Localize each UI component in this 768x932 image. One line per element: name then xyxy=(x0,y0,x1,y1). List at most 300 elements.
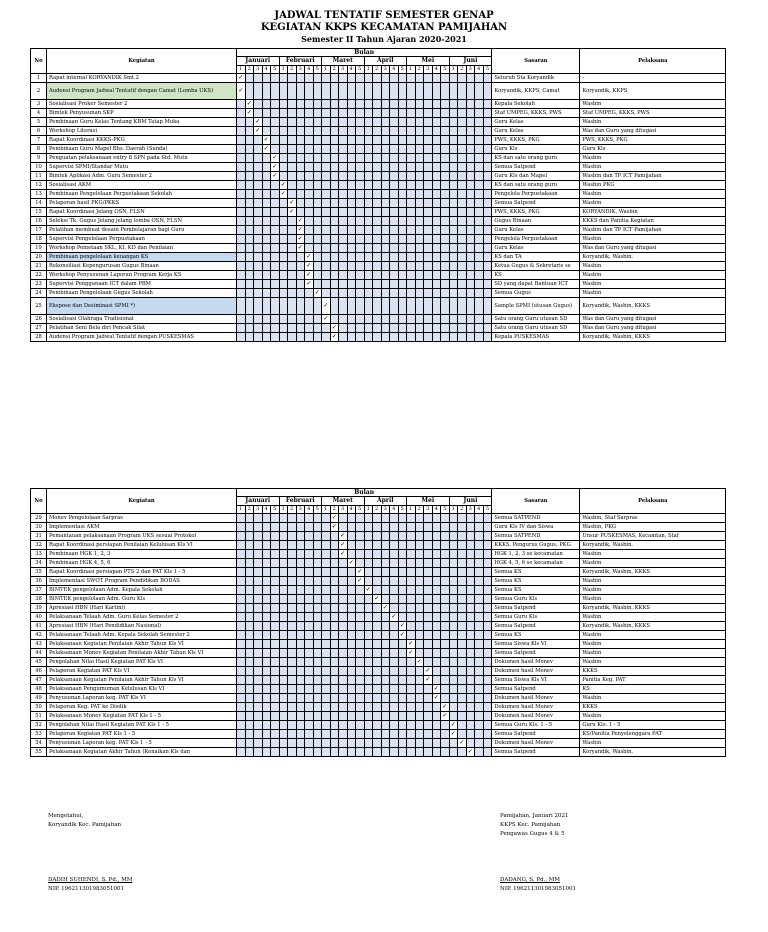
week-cell xyxy=(449,676,458,685)
week-cell xyxy=(279,640,288,649)
week-cell xyxy=(271,658,280,667)
week-cell xyxy=(296,253,305,262)
row-sasaran: Semua KS xyxy=(492,577,580,586)
header-week: 1 xyxy=(279,66,288,74)
row-sasaran: Semua KS xyxy=(492,631,580,640)
week-cell xyxy=(424,262,433,271)
table-row xyxy=(31,667,726,676)
week-cell xyxy=(296,631,305,640)
week-cell xyxy=(322,640,331,649)
week-cell xyxy=(254,324,263,333)
week-cell xyxy=(245,586,254,595)
week-cell xyxy=(466,74,475,83)
check-mark: ✓ xyxy=(272,172,278,179)
week-cell xyxy=(356,622,365,631)
row-pelaksana: Was dan Guru yang ditugasi xyxy=(580,244,726,253)
row-sasaran: PWS, KKKS, PKG xyxy=(492,136,580,145)
week-cell xyxy=(483,748,492,757)
week-cell xyxy=(245,181,254,190)
week-cell xyxy=(407,181,416,190)
week-cell xyxy=(432,315,441,324)
week-cell xyxy=(407,541,416,550)
week-cell xyxy=(288,685,297,694)
week-cell xyxy=(483,622,492,631)
row-pelaksana: Koryandik, Wasbin. xyxy=(580,253,726,262)
header-sasaran: Sasaran xyxy=(492,489,580,514)
week-cell xyxy=(296,730,305,739)
week-cell xyxy=(237,541,246,550)
row-kegiatan: BIMTEK pengelolaan Adm. Kepala Sekolah xyxy=(47,586,237,595)
week-cell xyxy=(288,109,297,118)
week-cell xyxy=(313,315,322,324)
week-cell xyxy=(313,262,322,271)
week-cell xyxy=(483,226,492,235)
row-number: 49 xyxy=(31,694,47,703)
week-cell xyxy=(330,694,339,703)
week-cell xyxy=(254,145,263,154)
week-cell xyxy=(432,271,441,280)
week-cell xyxy=(398,694,407,703)
week-cell xyxy=(271,271,280,280)
week-cell xyxy=(262,271,271,280)
week-cell xyxy=(339,586,348,595)
week-cell xyxy=(245,613,254,622)
week-cell xyxy=(330,631,339,640)
week-cell xyxy=(458,550,467,559)
week-cell xyxy=(330,586,339,595)
week-cell xyxy=(245,559,254,568)
header-week: 4 xyxy=(475,506,484,514)
week-cell xyxy=(262,172,271,181)
week-cell xyxy=(322,676,331,685)
week-cell xyxy=(458,190,467,199)
week-cell xyxy=(407,100,416,109)
week-cell xyxy=(475,181,484,190)
week-cell xyxy=(466,226,475,235)
week-cell xyxy=(432,604,441,613)
row-pelaksana: Koryandik, Wasbin, KKKS xyxy=(580,568,726,577)
week-cell xyxy=(288,613,297,622)
week-cell xyxy=(245,748,254,757)
week-cell xyxy=(381,613,390,622)
week-cell xyxy=(339,127,348,136)
row-kegiatan: Pelaksanaan Monev Kegiatan PAT Kls 1 - 5 xyxy=(47,712,237,721)
week-cell xyxy=(237,118,246,127)
week-cell xyxy=(254,109,263,118)
week-cell xyxy=(432,586,441,595)
week-cell xyxy=(347,253,356,262)
week-cell xyxy=(288,100,297,109)
week-cell xyxy=(466,199,475,208)
week-cell xyxy=(347,235,356,244)
week-cell xyxy=(313,145,322,154)
table-row xyxy=(31,118,726,127)
week-cell xyxy=(288,333,297,342)
week-cell xyxy=(381,577,390,586)
week-cell xyxy=(475,730,484,739)
week-cell xyxy=(279,658,288,667)
week-cell xyxy=(441,235,450,244)
row-number: 22 xyxy=(31,271,47,280)
row-kegiatan: Audensi Program Jadwal Tentatif dengan PUSKESMAS xyxy=(47,333,237,342)
row-pelaksana: Wasbin, PKG xyxy=(580,523,726,532)
week-cell xyxy=(254,604,263,613)
row-sasaran: Pengelola Perpustakaan xyxy=(492,190,580,199)
week-cell xyxy=(271,730,280,739)
week-cell xyxy=(237,172,246,181)
week-cell xyxy=(296,703,305,712)
table-row xyxy=(31,235,726,244)
week-cell xyxy=(339,253,348,262)
week-cell xyxy=(313,136,322,145)
week-cell xyxy=(237,181,246,190)
week-cell xyxy=(237,244,246,253)
week-cell xyxy=(424,181,433,190)
header-week: 1 xyxy=(279,506,288,514)
week-cell xyxy=(373,631,382,640)
week-cell xyxy=(483,118,492,127)
week-cell xyxy=(271,523,280,532)
week-cell xyxy=(356,559,365,568)
week-cell xyxy=(415,100,424,109)
week-cell xyxy=(330,712,339,721)
week-cell xyxy=(407,109,416,118)
week-cell xyxy=(364,559,373,568)
week-cell xyxy=(475,550,484,559)
week-cell xyxy=(288,748,297,757)
week-cell xyxy=(288,568,297,577)
week-cell xyxy=(475,253,484,262)
week-cell xyxy=(313,613,322,622)
week-cell xyxy=(483,145,492,154)
check-mark: ✓ xyxy=(442,712,448,719)
week-cell xyxy=(424,568,433,577)
week-cell xyxy=(305,739,314,748)
week-cell xyxy=(322,253,331,262)
week-cell xyxy=(441,324,450,333)
week-cell xyxy=(466,568,475,577)
week-cell xyxy=(483,154,492,163)
week-cell xyxy=(245,667,254,676)
week-cell xyxy=(330,190,339,199)
week-cell xyxy=(424,649,433,658)
week-cell xyxy=(432,658,441,667)
row-pelaksana: Wasbin xyxy=(580,280,726,289)
week-cell xyxy=(441,541,450,550)
week-cell xyxy=(322,333,331,342)
week-cell xyxy=(415,748,424,757)
week-cell xyxy=(330,199,339,208)
row-pelaksana: KS xyxy=(580,685,726,694)
week-cell xyxy=(441,730,450,739)
week-cell xyxy=(475,74,484,83)
week-cell xyxy=(458,631,467,640)
week-cell xyxy=(458,514,467,523)
check-mark: ✓ xyxy=(280,190,286,197)
week-cell xyxy=(330,280,339,289)
week-cell xyxy=(339,568,348,577)
row-kegiatan: Bimtek Penyusunan SKP xyxy=(47,109,237,118)
week-cell xyxy=(245,703,254,712)
week-cell xyxy=(475,172,484,181)
header-month: Mei xyxy=(407,57,450,66)
row-sasaran: Dokumen hasil Monev xyxy=(492,703,580,712)
week-cell xyxy=(398,640,407,649)
week-cell xyxy=(449,333,458,342)
week-cell xyxy=(381,118,390,127)
week-cell xyxy=(271,253,280,262)
week-cell xyxy=(398,118,407,127)
week-cell xyxy=(432,208,441,217)
week-cell xyxy=(381,315,390,324)
week-cell xyxy=(339,226,348,235)
week-cell xyxy=(373,315,382,324)
week-cell xyxy=(466,190,475,199)
week-cell xyxy=(313,235,322,244)
week-cell xyxy=(398,100,407,109)
check-mark: ✓ xyxy=(365,586,371,593)
week-cell xyxy=(288,631,297,640)
week-cell xyxy=(254,748,263,757)
week-cell xyxy=(475,262,484,271)
row-number: 5 xyxy=(31,118,47,127)
week-cell xyxy=(373,676,382,685)
week-cell xyxy=(322,163,331,172)
week-cell xyxy=(322,667,331,676)
week-cell xyxy=(288,217,297,226)
row-kegiatan: Sosialisasi Proker Semester 2 xyxy=(47,100,237,109)
title-line-1: JADWAL TENTATIF SEMESTER GENAP xyxy=(274,10,494,21)
week-cell xyxy=(398,136,407,145)
week-cell xyxy=(254,649,263,658)
week-cell xyxy=(305,604,314,613)
week-cell xyxy=(288,523,297,532)
week-cell xyxy=(441,83,450,100)
row-kegiatan: Pelaksanaan Telaah Adm. Guru Kelas Semester 2 xyxy=(47,613,237,622)
header-week: 4 xyxy=(305,66,314,74)
header-month: Mei xyxy=(407,497,450,506)
week-cell xyxy=(373,74,382,83)
week-cell xyxy=(381,649,390,658)
week-cell xyxy=(305,685,314,694)
row-pelaksana: Wasbin xyxy=(580,100,726,109)
week-cell xyxy=(466,559,475,568)
table-row xyxy=(31,676,726,685)
week-cell xyxy=(424,226,433,235)
week-cell xyxy=(330,667,339,676)
week-cell xyxy=(347,145,356,154)
check-mark: ✓ xyxy=(246,100,252,107)
week-cell xyxy=(262,559,271,568)
week-cell xyxy=(458,154,467,163)
week-cell xyxy=(424,172,433,181)
week-cell xyxy=(254,667,263,676)
week-cell xyxy=(364,324,373,333)
check-mark: ✓ xyxy=(399,622,405,629)
week-cell xyxy=(458,532,467,541)
week-cell xyxy=(373,118,382,127)
week-cell xyxy=(339,712,348,721)
week-cell xyxy=(407,748,416,757)
row-number: 40 xyxy=(31,613,47,622)
row-sasaran: Ketua Gugus & Sekretaris se xyxy=(492,262,580,271)
week-cell xyxy=(322,622,331,631)
week-cell xyxy=(381,333,390,342)
week-cell xyxy=(305,109,314,118)
week-cell xyxy=(288,604,297,613)
week-cell xyxy=(415,118,424,127)
row-pelaksana: Wasbin dan TP ICT Pamijahan xyxy=(580,226,726,235)
week-cell xyxy=(330,595,339,604)
week-cell xyxy=(466,333,475,342)
week-cell xyxy=(466,550,475,559)
check-mark: ✓ xyxy=(416,658,422,665)
week-cell xyxy=(330,83,339,100)
week-cell xyxy=(449,586,458,595)
row-number: 41 xyxy=(31,622,47,631)
week-cell xyxy=(279,523,288,532)
week-cell xyxy=(254,685,263,694)
week-cell xyxy=(449,181,458,190)
row-pelaksana: Wasbin xyxy=(580,577,726,586)
week-cell xyxy=(381,208,390,217)
week-cell xyxy=(330,163,339,172)
week-cell xyxy=(483,262,492,271)
week-cell xyxy=(398,109,407,118)
week-cell xyxy=(483,163,492,172)
table-row xyxy=(31,712,726,721)
week-cell xyxy=(449,208,458,217)
week-cell xyxy=(483,523,492,532)
week-cell xyxy=(288,172,297,181)
week-cell xyxy=(432,163,441,172)
row-sasaran: HGK 4, 5, 6 se kecamatan xyxy=(492,559,580,568)
week-cell xyxy=(373,298,382,315)
week-cell xyxy=(432,74,441,83)
week-cell xyxy=(356,667,365,676)
week-cell xyxy=(364,226,373,235)
week-cell xyxy=(279,595,288,604)
week-cell xyxy=(415,333,424,342)
table-row xyxy=(31,154,726,163)
week-cell xyxy=(475,640,484,649)
week-cell xyxy=(322,523,331,532)
week-cell xyxy=(458,604,467,613)
week-cell xyxy=(475,235,484,244)
week-cell xyxy=(407,154,416,163)
week-cell xyxy=(254,235,263,244)
week-cell xyxy=(347,658,356,667)
week-cell xyxy=(415,622,424,631)
week-cell xyxy=(254,100,263,109)
week-cell xyxy=(441,163,450,172)
row-number: 47 xyxy=(31,676,47,685)
week-cell xyxy=(254,730,263,739)
week-cell xyxy=(245,83,254,100)
week-cell xyxy=(237,154,246,163)
week-cell xyxy=(322,235,331,244)
week-cell xyxy=(245,244,254,253)
week-cell xyxy=(237,145,246,154)
row-pelaksana: KKKS xyxy=(580,667,726,676)
week-cell xyxy=(475,333,484,342)
week-cell xyxy=(237,199,246,208)
week-cell xyxy=(347,721,356,730)
week-cell xyxy=(347,163,356,172)
week-cell xyxy=(237,333,246,342)
row-number: 7 xyxy=(31,136,47,145)
week-cell xyxy=(458,280,467,289)
week-cell xyxy=(398,324,407,333)
week-cell xyxy=(483,739,492,748)
week-cell xyxy=(449,541,458,550)
week-cell xyxy=(466,181,475,190)
table-row xyxy=(31,586,726,595)
week-cell xyxy=(390,721,399,730)
week-cell xyxy=(245,298,254,315)
week-cell xyxy=(381,199,390,208)
week-cell xyxy=(262,315,271,324)
row-sasaran: SD yang dapat Bantuan ICT xyxy=(492,280,580,289)
week-cell xyxy=(279,568,288,577)
table-row xyxy=(31,145,726,154)
week-cell xyxy=(441,514,450,523)
week-cell xyxy=(364,541,373,550)
week-cell xyxy=(356,163,365,172)
week-cell xyxy=(313,604,322,613)
week-cell xyxy=(254,208,263,217)
week-cell xyxy=(475,631,484,640)
week-cell xyxy=(466,271,475,280)
week-cell xyxy=(398,550,407,559)
week-cell xyxy=(441,568,450,577)
row-kegiatan: Supervisi SPMI/Standar Mutu xyxy=(47,163,237,172)
week-cell xyxy=(254,595,263,604)
week-cell xyxy=(339,280,348,289)
row-pelaksana: Koryandik, Wasbin, KKKS xyxy=(580,604,726,613)
week-cell xyxy=(483,559,492,568)
week-cell xyxy=(279,721,288,730)
week-cell xyxy=(415,676,424,685)
week-cell xyxy=(381,712,390,721)
week-cell xyxy=(483,532,492,541)
table-row xyxy=(31,703,726,712)
week-cell xyxy=(483,568,492,577)
row-number: 25 xyxy=(31,298,47,315)
header-week: 5 xyxy=(398,506,407,514)
header-week: 4 xyxy=(390,506,399,514)
week-cell xyxy=(407,676,416,685)
check-mark: ✓ xyxy=(467,748,473,755)
week-cell xyxy=(424,685,433,694)
week-cell xyxy=(458,685,467,694)
week-cell xyxy=(466,685,475,694)
week-cell xyxy=(339,262,348,271)
week-cell xyxy=(475,568,484,577)
table-row xyxy=(31,262,726,271)
week-cell xyxy=(347,550,356,559)
week-cell xyxy=(330,676,339,685)
week-cell xyxy=(449,298,458,315)
week-cell xyxy=(279,118,288,127)
table-row xyxy=(31,315,726,324)
table-row xyxy=(31,721,726,730)
week-cell xyxy=(424,658,433,667)
week-cell xyxy=(296,262,305,271)
week-cell xyxy=(254,586,263,595)
week-cell xyxy=(398,721,407,730)
row-number: 3 xyxy=(31,100,47,109)
